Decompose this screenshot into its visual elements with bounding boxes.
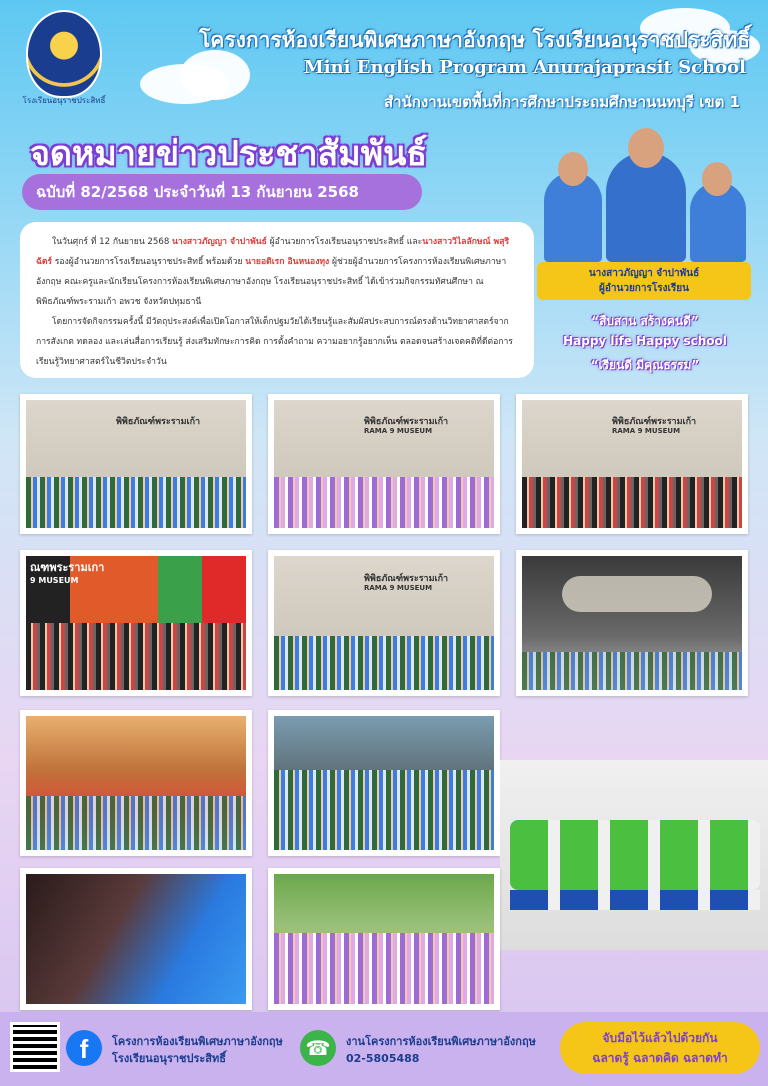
slogan-line-2: ฉลาดรู้ ฉลาดคิด ฉลาดทำ [592,1051,728,1065]
boys-shirts [510,820,760,890]
office-contact-text[interactable] [346,1033,536,1067]
museum-sign: พิพิธภัณฑ์พระรามเก้า [116,417,201,428]
photo-skeleton-exhibit [516,550,748,696]
museum-sign-partial: ณฑพระรามเกา [30,561,105,574]
qr-code-icon[interactable] [10,1022,60,1072]
museum-sign: พิพิธภัณฑ์พระรามเก้า [364,573,449,584]
office-phone: 02-5805488 [346,1052,420,1065]
paragraph-2: โดยการจัดกิจกรรมครั้งนี้ มีวัตถุประสงค์เพื่อเปิดโอกาสให้เด็กปฐมวัยได้เรียนรู้และสัมผัสประสบการณ์ตรงด้านวิทยาศาสตร์จากการสังเกต ทดลอง และเล่นสื่อการเรียนรู้ ส่งเสริมทักษะการคิด การตั้งคำถาม ความอยากรู้อยากเห็น ตลอดจนสร้างเจตคติที่ดีต่อการเรียนรู้วิทยาศาสตร์ในชีวิตประจำวัน [36,317,513,367]
motto-1: “สืบสาน สร้างคนดี” [591,314,699,328]
director-position: ผู้อำนวยการโรงเรียน [599,283,689,294]
paragraph-1 [36,232,518,312]
issue-banner: ฉบับที่ 82/2568 ประจำวันที่ 13 กันยายน 2568 [22,174,422,210]
highlight-name: นายอดิเรก อินหนองทุง [245,257,330,267]
text-segment: ผู้ช่วยผู้อำนวยการโครงการห้องเรียนพิเศษภาษาอังกฤษ คณะครูและนักเรียนโครงการห้องเรียนพิเศษภาษาอังกฤษ โรงเรียนอนุราชประสิทธิ์ ได้เข้าร่วมกิจกรรมทัศนศึกษา ณ พิพิธภัณฑ์พระรามเก้า อพวช จังหวัดปทุมธานี [36,257,507,307]
museum-sign-eng: RAMA 9 MUSEUM [612,426,681,435]
museum-sign: พิพิธภัณฑ์พระรามเก้า [612,417,697,428]
motto-2: Happy life Happy school [563,334,727,348]
museum-sign: พิพิธภัณฑ์พระรามเก้า [364,417,449,428]
photo-boys-sitting [500,760,768,950]
photo-colorful-wall [20,550,252,696]
logo-text: โรงเรียนอนุราชประสิทธิ์ [22,96,106,105]
photo-group-purple [268,394,500,534]
person [606,152,686,262]
museum-sign-eng: RAMA 9 MUSEUM [364,584,433,593]
photo-touchscreen [20,868,252,1010]
person-head [628,128,664,168]
person-head [558,152,588,186]
text-segment: ผู้อำนวยการโรงเรียนอนุราชประสิทธิ์ และ [266,237,423,247]
header-line-2: Mini English Program Anurajaprasit School [303,57,746,78]
school-logo [26,10,102,98]
director-namebox [537,262,751,300]
museum-sign-partial-eng: 9 MUSEUM [30,576,79,585]
photo-outdoor-group [268,868,500,1010]
photo-students-walking [268,710,500,856]
administrators-photo [540,128,750,262]
boys-shorts [510,890,760,910]
header-line-3: สำนักงานเขตพื้นที่การศึกษาประถมศึกษานนทบุรี เขต 1 [383,93,740,111]
newsletter-title: จดหมายข่าวประชาสัมพันธ์ [30,134,428,174]
highlight-name: นางสาวภัญญา จำปาพันธ์ [172,237,267,247]
facebook-page-text[interactable] [112,1033,283,1067]
photo-group-green [20,394,252,534]
person-head [702,162,732,196]
facebook-icon[interactable]: f [66,1030,102,1066]
slogan-line-1: จับมือไว้แล้วไปด้วยกัน [602,1031,718,1045]
museum-sign-eng: RAMA 9 MUSEUM [364,426,433,435]
slogan-badge [560,1022,760,1074]
phone-icon[interactable]: ☎ [300,1030,336,1066]
photo-group-parents [516,394,748,534]
motto-3: “เรียนดี มีคุณธรรม” [590,358,700,372]
fb-line-2: โรงเรียนอนุราชประสิทธิ์ [112,1052,226,1065]
header-line-1: โครงการห้องเรียนพิเศษภาษาอังกฤษ โรงเรียนอนุราชประสิทธิ์ [199,28,750,52]
highlight-name: นางสาววิไลลักษณ์ พสุริฉัตร์ [36,237,510,267]
photo-bus-interior [20,710,252,856]
text-segment: ในวันศุกร์ ที่ 12 กันยายน 2568 [52,237,173,247]
article-text-box [20,222,534,378]
fb-line-1: โครงการห้องเรียนพิเศษภาษาอังกฤษ [112,1035,283,1048]
text-segment: รองผู้อำนวยการโรงเรียนอนุราชประสิทธิ์ พร้อมด้วย [52,257,246,267]
office-line-1: งานโครงการห้องเรียนพิเศษภาษาอังกฤษ [346,1035,536,1048]
director-name: นางสาวภัญญา จำปาพันธ์ [588,268,700,279]
photo-group-green-2 [268,550,500,696]
